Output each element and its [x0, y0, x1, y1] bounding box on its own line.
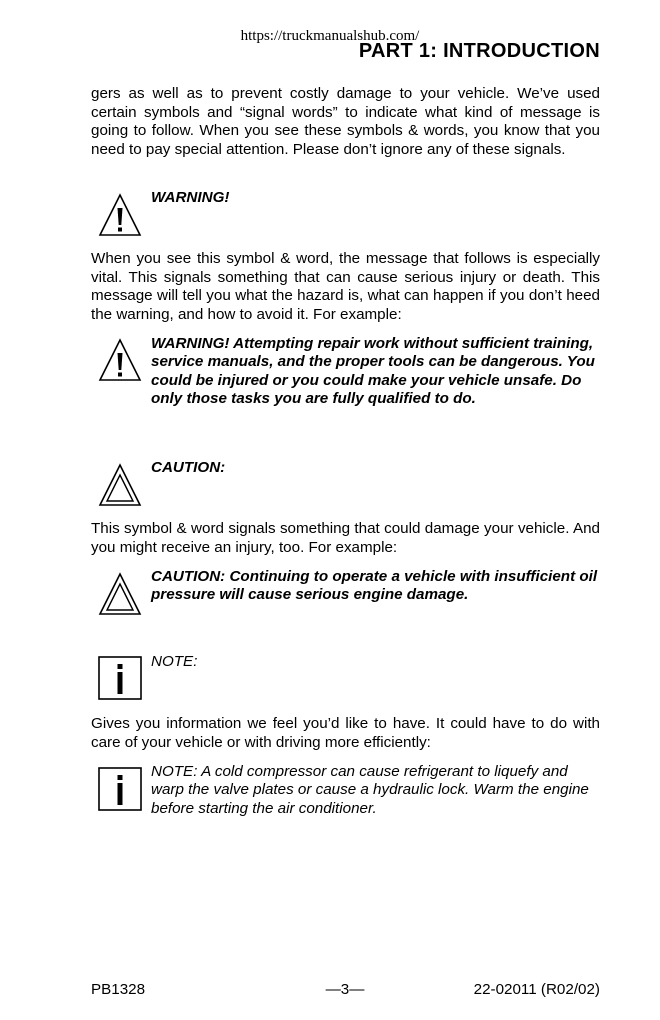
note-example: NOTE: A cold compressor can cause refrigerant to liquefy and warp the valve plates or cause a hydraulic lock. Warm the engine before starting the air conditioner. [151, 763, 589, 817]
info-note-icon [97, 766, 143, 812]
warning-description: When you see this symbol & word, the message that follows is especially vital. This signals something that can cause serious injury or death. This message will tell you what the hazard is, what can happen if you don’t heed the warning, and how to avoid it. For example: [91, 250, 600, 323]
source-url: https://truckmanualshub.com/ [240, 28, 420, 44]
warning-triangle-icon [97, 337, 143, 383]
caution-example: CAUTION: Continuing to operate a vehicle with insufficient oil pressure will cause serious engine damage. [151, 568, 598, 604]
warning-triangle-icon [97, 192, 143, 238]
warning-example: WARNING! Attempting repair work without sufficient training, service manuals, and the proper tools can be dangerous. You could be injured or you could make your vehicle unsafe. Do only those tasks you are fully qualified to do. [151, 335, 595, 408]
intro-paragraph: gers as well as to prevent costly damage to your vehicle. We’ve used certain symbols and “signal words” to indicate what kind of message is going to follow. When you see these symbols & words, you know that you need to pay special attention. Please don’t ignore any of these signals. [91, 85, 600, 158]
note-description: Gives you information we feel you’d like to have. It could have to do with care of your vehicle or with driving more efficiently: [91, 715, 600, 751]
part-title: PART 1: INTRODUCTION [358, 40, 600, 62]
caution-triangle-icon [97, 462, 143, 508]
note-label: NOTE: [151, 653, 198, 670]
caution-triangle-icon [97, 571, 143, 617]
footer-document-code: PB1328 [91, 981, 146, 998]
footer-revision: 22-02011 (R02/02) [473, 981, 600, 998]
warning-label: WARNING! [151, 189, 230, 206]
footer-page-number: —3— [325, 981, 365, 998]
caution-description: This symbol & word signals something that could damage your vehicle. And you might receive an injury, too. For example: [91, 520, 600, 556]
info-note-icon [97, 655, 143, 701]
caution-label: CAUTION: [151, 459, 226, 476]
